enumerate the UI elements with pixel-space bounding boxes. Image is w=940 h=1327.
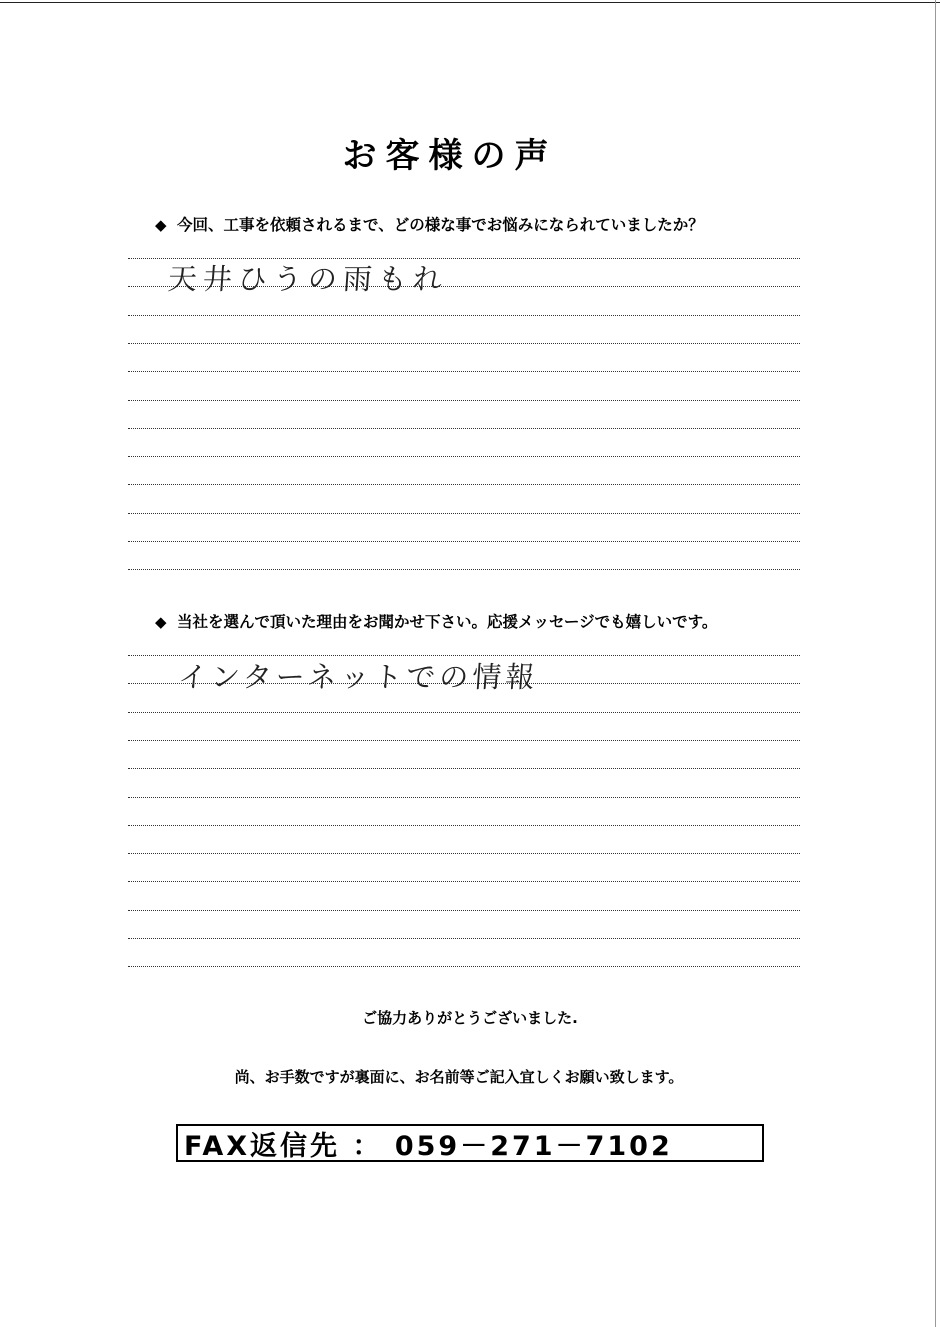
ruled-line [128,797,800,798]
ruled-line [128,853,800,854]
question-2 [155,610,717,632]
ruled-line [128,768,800,769]
ruled-line [128,428,800,429]
ruled-line [128,513,800,514]
ruled-line [128,315,800,316]
thanks-message: ご協力ありがとうございました. [362,1009,578,1027]
ruled-line [128,938,800,939]
ruled-line [128,400,800,401]
page-title: お客様の声 [342,136,558,176]
ruled-line [128,740,800,741]
diamond-bullet-icon: ◆ [155,216,167,234]
diamond-bullet-icon: ◆ [155,613,167,631]
answer-2-handwriting: インターネットでの情報 [176,660,540,694]
fax-number-text: FAX返信先 ： 059－271－7102 [184,1130,673,1162]
ruled-line [128,484,800,485]
ruled-line [128,966,800,967]
ruled-line [128,456,800,457]
return-note: 尚、お手数ですが裏面に、お名前等ご記入宜しくお願い致します。 [234,1068,684,1086]
top-border-line [0,2,940,3]
ruled-line [128,712,800,713]
answer-1-handwriting: 天井ひうの雨もれ [166,262,450,296]
ruled-line [128,910,800,911]
ruled-line [128,343,800,344]
ruled-line [128,371,800,372]
ruled-line [128,569,800,570]
ruled-line [128,541,800,542]
right-border-line [935,0,936,1327]
ruled-line [128,825,800,826]
fax-number-box [176,1124,764,1162]
question-2-text: 当社を選んで頂いた理由をお聞かせ下さい。応援メッセージでも嬉しいです。 [177,613,718,631]
ruled-line [128,881,800,882]
question-1 [155,213,704,235]
question-1-text: 今回、工事を依頼されるまで、どの様な事でお悩みになられていましたか？ [177,216,704,234]
